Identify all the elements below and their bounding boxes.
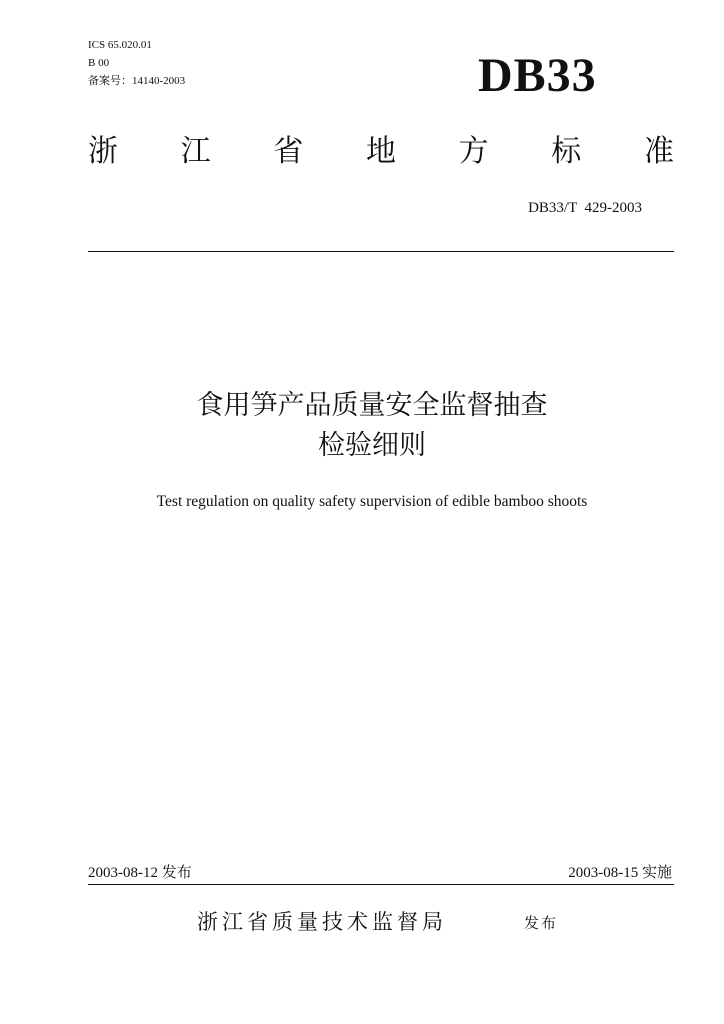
top-divider [88, 251, 674, 252]
ics-code: ICS 65.020.01 [88, 39, 152, 51]
standard-type-char: 方 [458, 134, 489, 169]
standard-number: DB33/T 429-2003 [528, 200, 642, 216]
implementation-date: 2003-08-15 实施 [568, 865, 672, 881]
standard-type-char: 准 [643, 134, 674, 169]
english-title: Test regulation on quality safety supervision of edible bamboo shoots [156, 493, 588, 510]
record-number [88, 74, 185, 88]
standard-type-char: 标 [551, 134, 582, 169]
title-line-2: 检验细则 [318, 430, 426, 461]
standard-type-char: 地 [365, 134, 396, 169]
classification-code: B 00 [88, 57, 110, 69]
publisher-name: 浙江省质量技术监督局 [197, 910, 447, 934]
bottom-divider [88, 884, 674, 885]
standard-type-char: 江 [180, 134, 211, 169]
standard-type-char: 省 [273, 134, 304, 169]
record-value: 14140-2003 [132, 75, 186, 87]
db-logo: DB33 [478, 49, 597, 102]
record-label: 备案号： [88, 74, 132, 87]
standard-type-char: 浙 [88, 134, 118, 169]
issue-date: 2003-08-12 发布 [88, 865, 192, 881]
title-line-1: 食用笋产品质量安全监督抽查 [196, 390, 548, 421]
publish-label: 发布 [524, 914, 559, 932]
standard-type [88, 132, 674, 172]
